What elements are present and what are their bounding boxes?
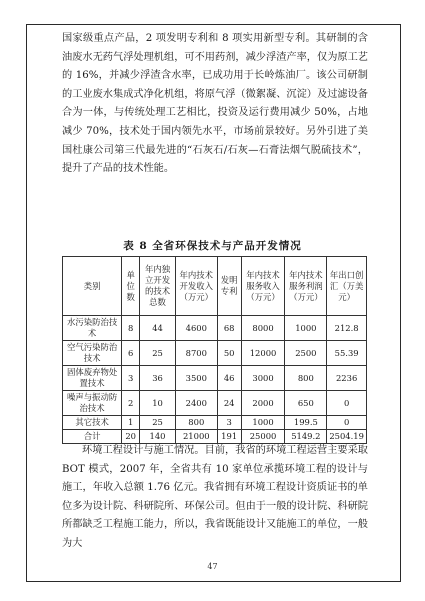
- table-cell: 212.8: [327, 316, 367, 341]
- table-cell: 3: [122, 366, 140, 391]
- body-paragraph-2-text: 环境工程设计与施工情况。目前，我省的环境工程运营主要采取 BOT 模式，2007 年，全省共有 10 家单位承揽环境工程的设计与施工，年收入总额 1.76 亿元。我省拥有环境工程设计资质证书的单位多为设计院、科研院所、环保公司。但由于一般的设计院、科研院所都缺乏工程施工能力，所以，我省既能设计又能施工的单位，一般为大: [62, 445, 368, 549]
- table-cell: 36: [140, 366, 176, 391]
- header-service-income: 年内技术服务收入（万元）: [241, 257, 285, 316]
- table-cell: 1000: [241, 416, 285, 430]
- table-row: [63, 316, 367, 341]
- table-cell: 12000: [241, 341, 285, 366]
- table-cell: 8: [122, 316, 140, 341]
- table-row: [63, 341, 367, 366]
- tech-development-table: [62, 256, 367, 444]
- header-tech-total: 年内独立开发的技术总数: [140, 257, 176, 316]
- table-cell: 55.39: [327, 341, 367, 366]
- table-cell: 140: [140, 430, 176, 444]
- table-cell: 199.5: [285, 416, 327, 430]
- table-cell: 25: [140, 416, 176, 430]
- table-cell: 50: [217, 341, 241, 366]
- table-cell: 650: [285, 391, 327, 416]
- table-cell: 空气污染防治技术: [63, 341, 122, 366]
- table-cell: 25000: [241, 430, 285, 444]
- table-cell: 2000: [241, 391, 285, 416]
- table-cell: 1000: [285, 316, 327, 341]
- table-cell: 2400: [175, 391, 217, 416]
- table-cell: 其它技术: [63, 416, 122, 430]
- table-cell: 3500: [175, 366, 217, 391]
- table-cell: 3: [217, 416, 241, 430]
- header-dev-income: 年内技术开发收入（万元）: [175, 257, 217, 316]
- table-cell: 合计: [63, 430, 122, 444]
- table-cell: 191: [217, 430, 241, 444]
- table-cell: 2236: [327, 366, 367, 391]
- header-export: 年出口创汇（万美元）: [327, 257, 367, 316]
- table-cell: 800: [285, 366, 327, 391]
- table-cell: 4600: [175, 316, 217, 341]
- table-cell: 8700: [175, 341, 217, 366]
- header-patents: 发明专利: [217, 257, 241, 316]
- table-cell: 20: [122, 430, 140, 444]
- table-cell: 0: [327, 391, 367, 416]
- body-paragraph-1: 国家级重点产品，2 项发明专利和 8 项实用新型专利。其研制的含油废水无药气浮处理机组，可不用药剂，减少浮渣产率，仅为原工艺的 16%，并减少浮渣含水率，已成功用于长岭炼油厂。该公司研制的工业废水集成式净化机组，将原气浮（微絮凝、沉淀）及过滤设备合为一体，与传统处理工艺相比，投资及运行费用减少 50%，占地减少 70%，技术处于国内领先水平，市场前景较好。另外引进了美国杜康公司第三代最先进的“石灰石/石灰—石膏法烟气脱硫技术”，提升了产品的技术性能。: [62, 33, 368, 175]
- table-cell: 25: [140, 341, 176, 366]
- table-cell: 44: [140, 316, 176, 341]
- body-paragraph-2: [62, 442, 368, 554]
- table-cell: 水污染防治技术: [63, 316, 122, 341]
- header-category: 类别: [63, 257, 122, 316]
- table-row: [63, 391, 367, 416]
- table-cell: 6: [122, 341, 140, 366]
- table-cell: 0: [327, 416, 367, 430]
- table-header-row: [63, 257, 367, 316]
- table-title: 表 8 全省环保技术与产品开发情况: [123, 240, 302, 252]
- header-service-profit: 年内技术服务利润（万元）: [285, 257, 327, 316]
- table-row: [63, 416, 367, 430]
- table-cell: 68: [217, 316, 241, 341]
- table-cell: 2: [122, 391, 140, 416]
- header-unit-count: 单位数: [122, 257, 140, 316]
- table-cell: 800: [175, 416, 217, 430]
- table-cell: 24: [217, 391, 241, 416]
- table-cell: 5149.2: [285, 430, 327, 444]
- table-cell: 固体废弃物处置技术: [63, 366, 122, 391]
- table-cell: 3000: [241, 366, 285, 391]
- table-cell: 8000: [241, 316, 285, 341]
- table-cell: 2500: [285, 341, 327, 366]
- table-cell: 2504.19: [327, 430, 367, 444]
- table-cell: 噪声与振动防治技术: [63, 391, 122, 416]
- page-number: 47: [207, 562, 218, 571]
- table-cell: 46: [217, 366, 241, 391]
- table-cell: 1: [122, 416, 140, 430]
- table-cell: 21000: [175, 430, 217, 444]
- table-cell: 10: [140, 391, 176, 416]
- table-row: [63, 366, 367, 391]
